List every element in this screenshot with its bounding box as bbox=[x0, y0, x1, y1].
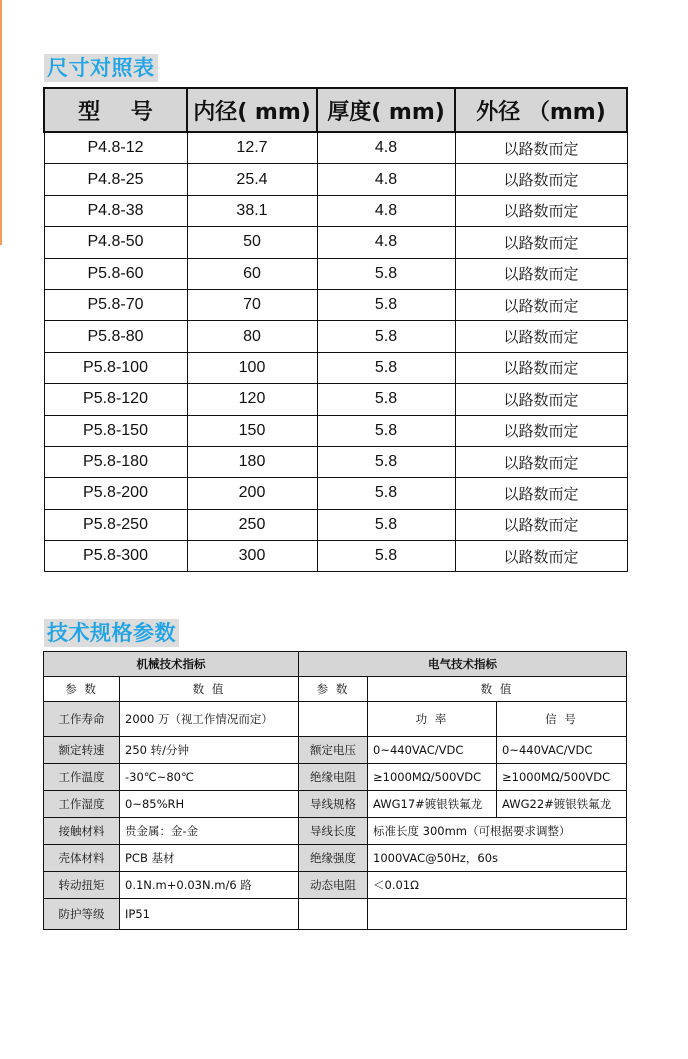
model-cell: P4.8-50 bbox=[44, 227, 187, 258]
outer-diameter-cell: 以路数而定 bbox=[455, 541, 627, 572]
mech-value: 2000 万（视工作情况而定） bbox=[120, 702, 299, 737]
elec-param: 导线长度 bbox=[299, 818, 368, 845]
model-cell: P5.8-300 bbox=[44, 541, 187, 572]
thickness-cell: 5.8 bbox=[317, 289, 455, 320]
elec-param: 绝缘电阻 bbox=[299, 764, 368, 791]
signal-label: 信 号 bbox=[497, 702, 627, 737]
inner-diameter-cell: 38.1 bbox=[187, 195, 317, 226]
outer-diameter-cell: 以路数而定 bbox=[455, 352, 627, 383]
size-table-row bbox=[44, 132, 627, 164]
mech-value: PCB 基材 bbox=[120, 845, 299, 872]
mech-param-label: 参 数 bbox=[44, 677, 120, 702]
thickness-cell: 4.8 bbox=[317, 132, 455, 164]
spec-section-title: 技术规格参数 bbox=[44, 619, 179, 647]
spec-row bbox=[44, 872, 627, 899]
model-cell: P5.8-80 bbox=[44, 321, 187, 352]
inner-diameter-cell: 300 bbox=[187, 541, 317, 572]
outer-diameter-cell: 以路数而定 bbox=[455, 289, 627, 320]
spec-row bbox=[44, 899, 627, 930]
inner-diameter-cell: 250 bbox=[187, 509, 317, 540]
header-model: 型 号 bbox=[44, 88, 187, 132]
outer-diameter-cell: 以路数而定 bbox=[455, 258, 627, 289]
size-table-row bbox=[44, 478, 627, 509]
mech-param: 转动扭矩 bbox=[44, 872, 120, 899]
elec-header: 电气技术指标 bbox=[299, 652, 627, 677]
outer-diameter-cell: 以路数而定 bbox=[455, 195, 627, 226]
mech-value: -30℃~80℃ bbox=[120, 764, 299, 791]
outer-diameter-cell: 以路数而定 bbox=[455, 132, 627, 164]
elec-signal-value: AWG22#镀银铁氟龙 bbox=[497, 791, 627, 818]
inner-diameter-cell: 12.7 bbox=[187, 132, 317, 164]
mech-value: IP51 bbox=[120, 899, 299, 930]
thickness-cell: 4.8 bbox=[317, 195, 455, 226]
elec-power-value: AWG17#镀银铁氟龙 bbox=[368, 791, 497, 818]
elec-param: 绝缘强度 bbox=[299, 845, 368, 872]
elec-value-empty bbox=[368, 899, 627, 930]
mech-param: 工作寿命 bbox=[44, 702, 120, 737]
elec-signal-value: ≥1000MΩ/500VDC bbox=[497, 764, 627, 791]
inner-diameter-cell: 50 bbox=[187, 227, 317, 258]
spec-row bbox=[44, 737, 627, 764]
header-inner-diameter: 内径( mm) bbox=[187, 88, 317, 132]
size-table-row bbox=[44, 195, 627, 226]
elec-signal-value: 0~440VAC/VDC bbox=[497, 737, 627, 764]
mech-value: 250 转/分钟 bbox=[120, 737, 299, 764]
power-label: 功 率 bbox=[368, 702, 497, 737]
size-section-title: 尺寸对照表 bbox=[44, 54, 158, 82]
model-cell: P5.8-200 bbox=[44, 478, 187, 509]
elec-value-label: 数 值 bbox=[368, 677, 627, 702]
thickness-cell: 5.8 bbox=[317, 415, 455, 446]
outer-diameter-cell: 以路数而定 bbox=[455, 164, 627, 195]
model-cell: P5.8-180 bbox=[44, 446, 187, 477]
outer-diameter-cell: 以路数而定 bbox=[455, 227, 627, 258]
size-table-row bbox=[44, 227, 627, 258]
size-table-row bbox=[44, 541, 627, 572]
inner-diameter-cell: 60 bbox=[187, 258, 317, 289]
elec-param: 导线规格 bbox=[299, 791, 368, 818]
inner-diameter-cell: 180 bbox=[187, 446, 317, 477]
inner-diameter-cell: 25.4 bbox=[187, 164, 317, 195]
mech-param: 额定转速 bbox=[44, 737, 120, 764]
elec-value: ＜0.01Ω bbox=[368, 872, 627, 899]
model-cell: P4.8-25 bbox=[44, 164, 187, 195]
size-table-row bbox=[44, 415, 627, 446]
inner-diameter-cell: 150 bbox=[187, 415, 317, 446]
thickness-cell: 5.8 bbox=[317, 258, 455, 289]
model-cell: P5.8-150 bbox=[44, 415, 187, 446]
mech-value: 贵金属：金-金 bbox=[120, 818, 299, 845]
mech-header: 机械技术指标 bbox=[44, 652, 299, 677]
outer-diameter-cell: 以路数而定 bbox=[455, 415, 627, 446]
thickness-cell: 5.8 bbox=[317, 446, 455, 477]
spec-row bbox=[44, 764, 627, 791]
mech-param: 接触材料 bbox=[44, 818, 120, 845]
size-table-row bbox=[44, 258, 627, 289]
inner-diameter-cell: 100 bbox=[187, 352, 317, 383]
size-table-row bbox=[44, 164, 627, 195]
thickness-cell: 5.8 bbox=[317, 478, 455, 509]
elec-value: 标准长度 300mm（可根据要求调整） bbox=[368, 818, 627, 845]
thickness-cell: 5.8 bbox=[317, 509, 455, 540]
size-table-row bbox=[44, 352, 627, 383]
outer-diameter-cell: 以路数而定 bbox=[455, 384, 627, 415]
mech-param: 工作温度 bbox=[44, 764, 120, 791]
inner-diameter-cell: 80 bbox=[187, 321, 317, 352]
model-cell: P4.8-38 bbox=[44, 195, 187, 226]
size-table-row bbox=[44, 289, 627, 320]
inner-diameter-cell: 200 bbox=[187, 478, 317, 509]
size-table bbox=[43, 87, 628, 572]
model-cell: P5.8-100 bbox=[44, 352, 187, 383]
elec-param: 额定电压 bbox=[299, 737, 368, 764]
header-thickness: 厚度( mm) bbox=[317, 88, 455, 132]
mech-param: 防护等级 bbox=[44, 899, 120, 930]
thickness-cell: 5.8 bbox=[317, 384, 455, 415]
spec-row bbox=[44, 791, 627, 818]
spec-table bbox=[43, 651, 627, 930]
size-table-header bbox=[44, 88, 627, 132]
mech-value: 0~85%RH bbox=[120, 791, 299, 818]
spec-row bbox=[44, 702, 627, 737]
model-cell: P5.8-120 bbox=[44, 384, 187, 415]
outer-diameter-cell: 以路数而定 bbox=[455, 446, 627, 477]
mech-value: 0.1N.m+0.03N.m/6 路 bbox=[120, 872, 299, 899]
inner-diameter-cell: 120 bbox=[187, 384, 317, 415]
spec-group-header-row bbox=[44, 652, 627, 677]
model-cell: P4.8-12 bbox=[44, 132, 187, 164]
mech-param: 工作湿度 bbox=[44, 791, 120, 818]
size-table-row bbox=[44, 384, 627, 415]
size-table-row bbox=[44, 446, 627, 477]
header-outer-diameter: 外径 （mm) bbox=[455, 88, 627, 132]
mech-value-label: 数 值 bbox=[120, 677, 299, 702]
size-table-row bbox=[44, 509, 627, 540]
model-cell: P5.8-250 bbox=[44, 509, 187, 540]
elec-power-value: 0~440VAC/VDC bbox=[368, 737, 497, 764]
spec-row bbox=[44, 818, 627, 845]
spec-column-header-row bbox=[44, 677, 627, 702]
thickness-cell: 4.8 bbox=[317, 164, 455, 195]
elec-param-empty bbox=[299, 899, 368, 930]
elec-param: 动态电阻 bbox=[299, 872, 368, 899]
inner-diameter-cell: 70 bbox=[187, 289, 317, 320]
elec-param-label: 参 数 bbox=[299, 677, 368, 702]
outer-diameter-cell: 以路数而定 bbox=[455, 321, 627, 352]
thickness-cell: 4.8 bbox=[317, 227, 455, 258]
outer-diameter-cell: 以路数而定 bbox=[455, 509, 627, 540]
thickness-cell: 5.8 bbox=[317, 321, 455, 352]
elec-param-empty bbox=[299, 702, 368, 737]
model-cell: P5.8-70 bbox=[44, 289, 187, 320]
size-table-row bbox=[44, 321, 627, 352]
thickness-cell: 5.8 bbox=[317, 352, 455, 383]
spec-row bbox=[44, 845, 627, 872]
model-cell: P5.8-60 bbox=[44, 258, 187, 289]
outer-diameter-cell: 以路数而定 bbox=[455, 478, 627, 509]
page-edge-accent bbox=[0, 0, 2, 245]
thickness-cell: 5.8 bbox=[317, 541, 455, 572]
mech-param: 壳体材料 bbox=[44, 845, 120, 872]
elec-value: 1000VAC@50Hz，60s bbox=[368, 845, 627, 872]
elec-power-value: ≥1000MΩ/500VDC bbox=[368, 764, 497, 791]
